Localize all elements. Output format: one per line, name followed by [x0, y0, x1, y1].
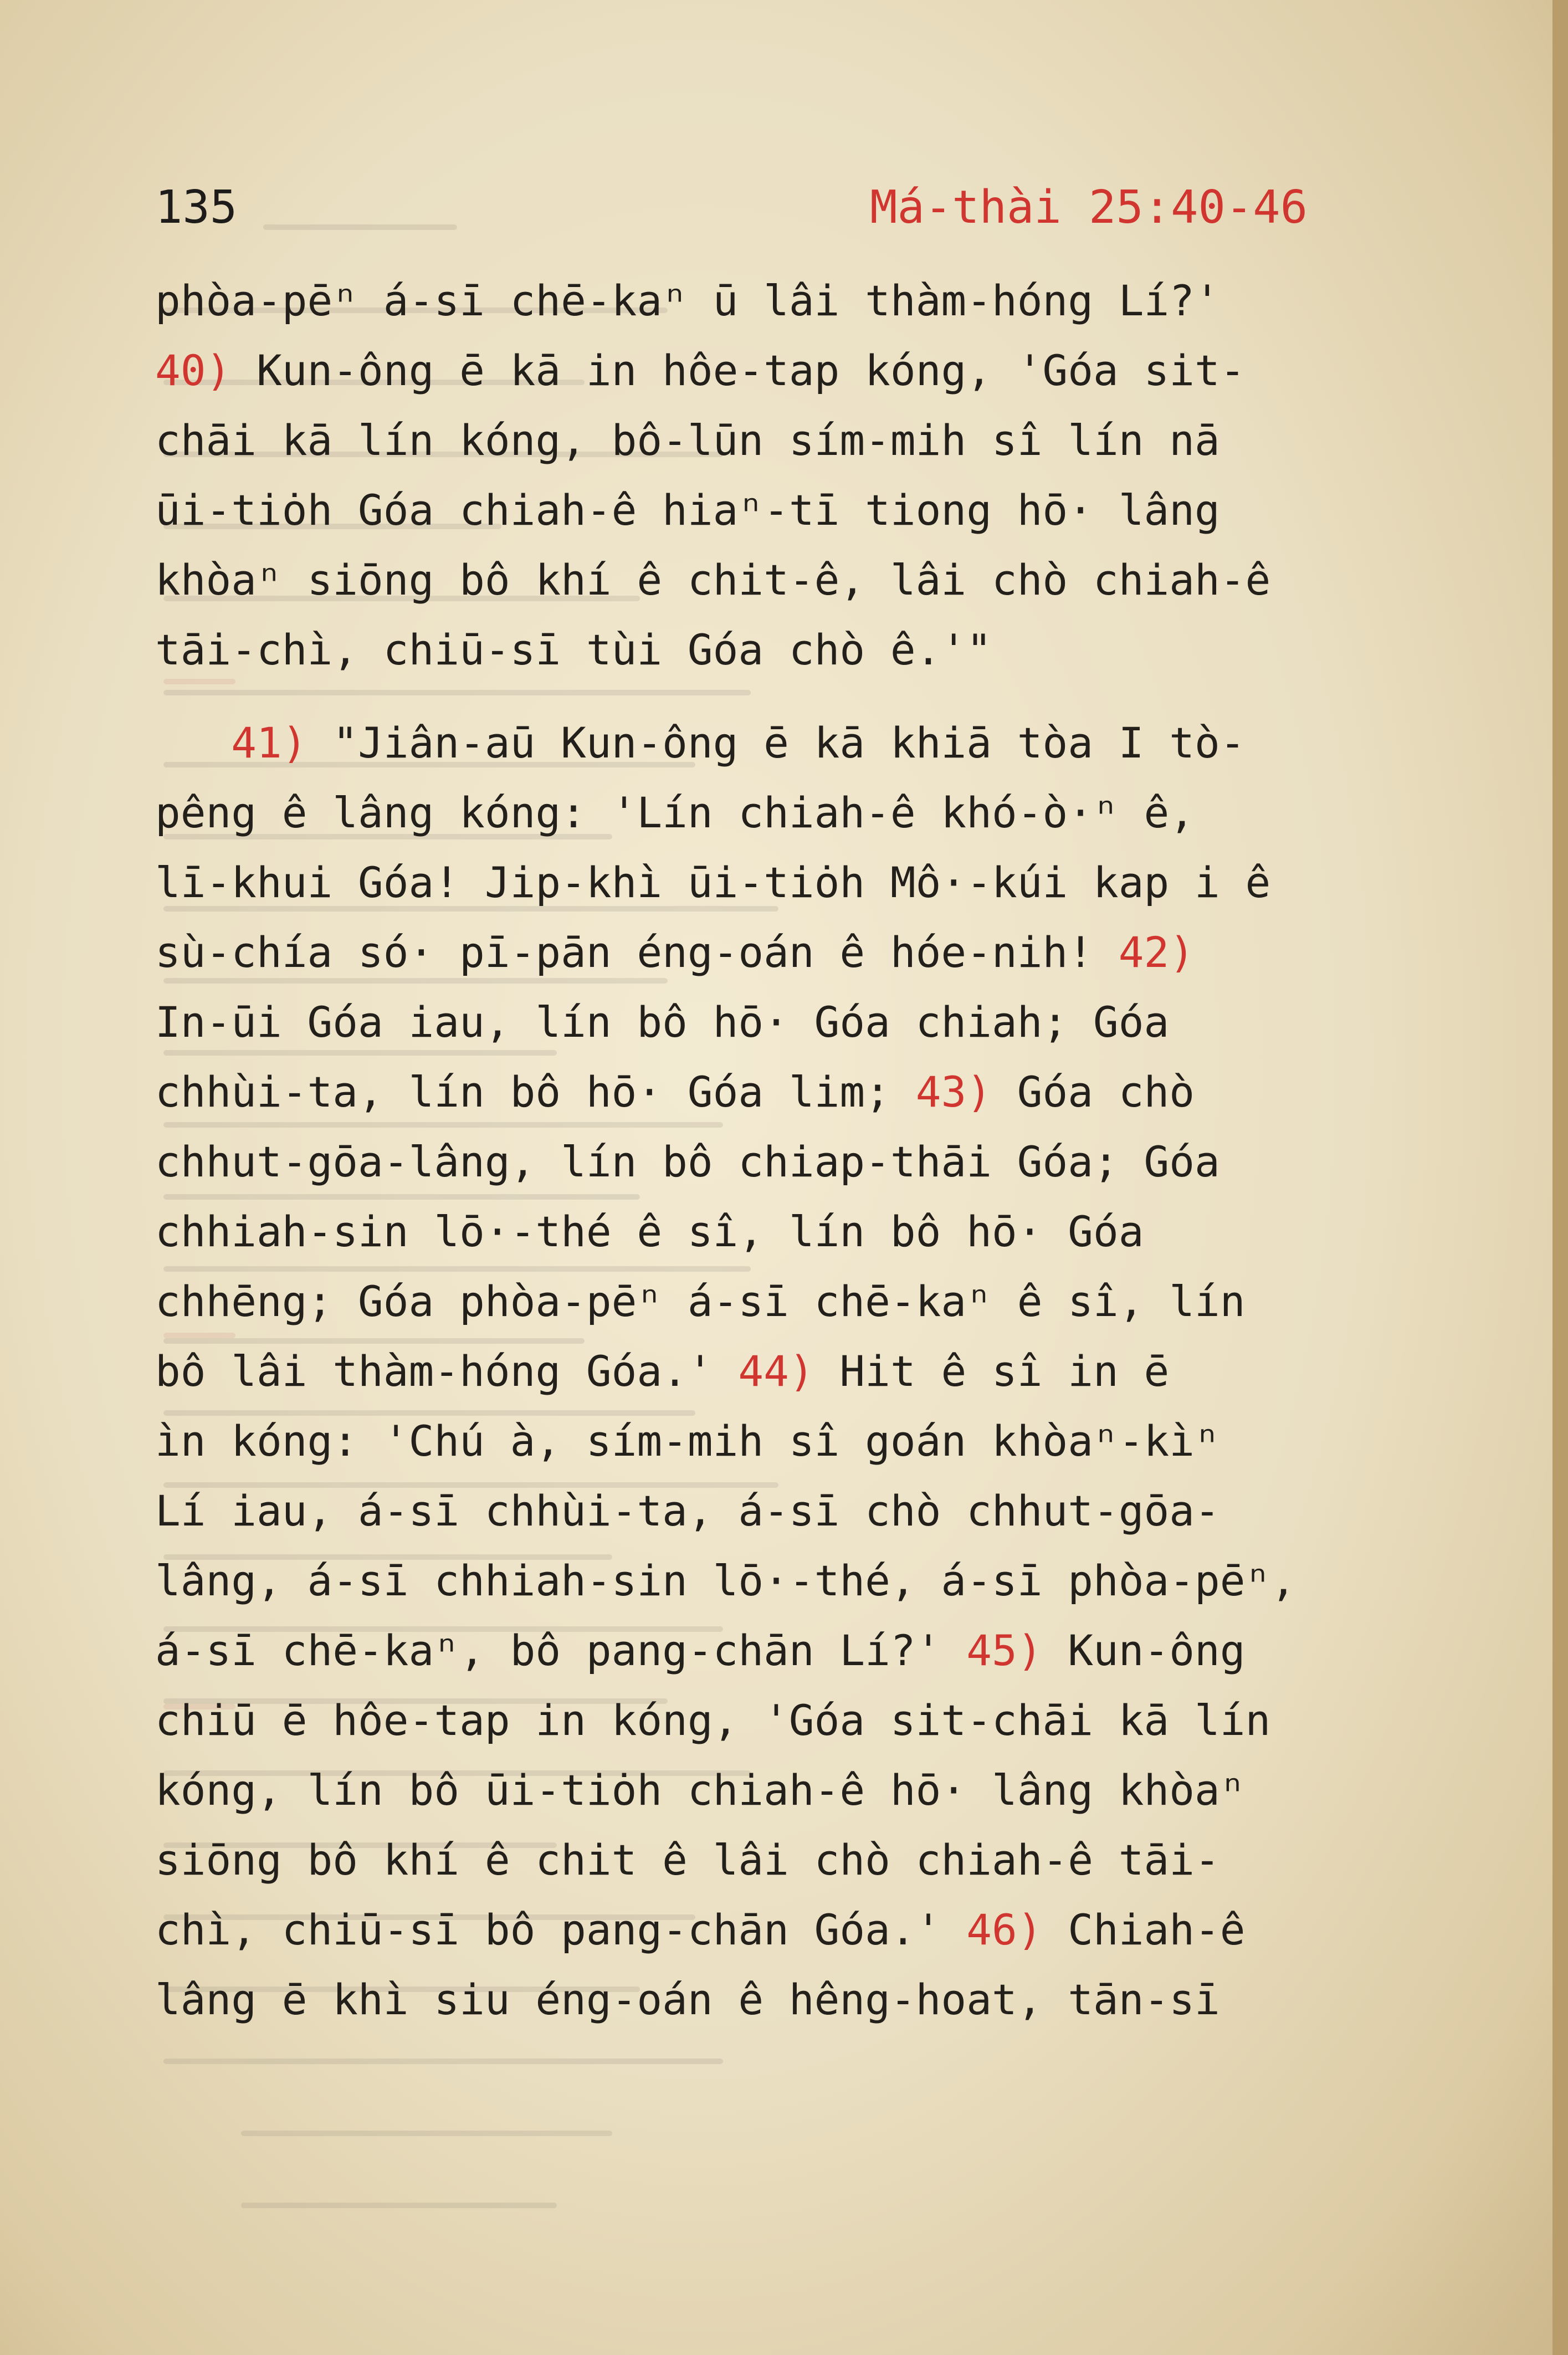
text-segment: phòa-pēⁿ á-sī chē-kaⁿ ū lâi thàm-hóng Lí?'	[155, 276, 1220, 325]
text-segment: tāi-chì, chiū-sī tùi Góa chò ê.'"	[155, 625, 992, 674]
text-line	[155, 1965, 1424, 2035]
page-header	[155, 166, 1308, 249]
text-segment: lâng ē khì siu éng-oán ê hêng-hoat, tān-sī	[155, 1975, 1220, 2024]
text-line	[155, 1197, 1424, 1267]
text-line	[155, 778, 1424, 848]
body-text	[155, 266, 1424, 2035]
text-segment: chiū ē hôe-tap in kóng, 'Góa sit-chāi kā lín	[155, 1696, 1271, 1745]
text-segment: kóng, lín bô ūi-tiȯh chiah-ê hō· lâng khòaⁿ	[155, 1765, 1246, 1815]
text-line	[155, 1127, 1424, 1197]
text-segment: pêng ê lâng kóng: 'Lín chiah-ê khó-ò·ⁿ ê,	[155, 788, 1195, 837]
text-line	[155, 1057, 1424, 1127]
text-segment: chhēng; Góa phòa-pēⁿ á-sī chē-kaⁿ ê sî, lín	[155, 1277, 1246, 1326]
text-line	[155, 1337, 1424, 1406]
text-segment: lī-khui Góa! Jip-khì ūi-tiȯh Mô·-kúi kap i ê	[155, 858, 1271, 907]
verse-number: 43)	[915, 1067, 992, 1117]
text-line	[155, 545, 1424, 615]
text-segment: chì, chiū-sī bô pang-chān Góa.'	[155, 1905, 967, 1954]
text-segment: lâng, á-sī chhiah-sin lō·-thé, á-sī phòa-pēⁿ,	[155, 1556, 1297, 1605]
text-segment: á-sī chē-kaⁿ, bô pang-chān Lí?'	[155, 1626, 967, 1675]
text-segment: chhùi-ta, lín bô hō· Góa lim;	[155, 1067, 916, 1117]
text-segment: "Jiân-aū Kun-ông ē kā khiā tòa I tò-	[307, 718, 1246, 767]
text-segment: chāi kā lín kóng, bô-lūn sím-mih sî lín nā	[155, 416, 1220, 465]
text-segment: Kun-ông ē kā in hôe-tap kóng, 'Góa sit-	[231, 346, 1246, 395]
text-segment: bô lâi thàm-hóng Góa.'	[155, 1347, 739, 1396]
running-head: Má-thài 25:40-46	[870, 181, 1308, 234]
text-segment: khòaⁿ siōng bô khí ê chit-ê, lâi chò chiah-ê	[155, 555, 1271, 605]
text-line	[155, 1476, 1424, 1546]
text-segment: Chiah-ê	[1042, 1905, 1246, 1954]
verse-number: 45)	[966, 1626, 1043, 1675]
text-line	[155, 475, 1424, 545]
text-segment: ūi-tiȯh Góa chiah-ê hiaⁿ-tī tiong hō· lâng	[155, 485, 1220, 535]
text-line	[155, 1825, 1424, 1895]
text-segment: Hit ê sî in ē	[814, 1347, 1170, 1396]
text-line	[155, 918, 1424, 987]
text-line	[155, 1267, 1424, 1337]
text-segment: In-ūi Góa iau, lín bô hō· Góa chiah; Góa	[155, 997, 1170, 1047]
text-line	[155, 1755, 1424, 1825]
text-segment: Kun-ông	[1042, 1626, 1246, 1675]
text-line	[155, 1406, 1424, 1476]
text-line	[155, 336, 1424, 406]
verse-number: 44)	[738, 1347, 814, 1396]
text-segment: chhut-gōa-lâng, lín bô chiap-thāi Góa; Góa	[155, 1137, 1220, 1186]
text-segment: siōng bô khí ê chit ê lâi chò chiah-ê tāi-	[155, 1835, 1220, 1885]
text-line	[155, 406, 1424, 475]
text-segment: chhiah-sin lō·-thé ê sî, lín bô hō· Góa	[155, 1207, 1144, 1256]
text-line	[155, 987, 1424, 1057]
text-segment: Góa chò	[991, 1067, 1195, 1117]
verse-number: 41)	[231, 718, 308, 767]
verse-number: 42)	[1118, 928, 1195, 977]
text-segment: Lí iau, á-sī chhùi-ta, á-sī chò chhut-gōa-	[155, 1486, 1220, 1535]
verse-number: 46)	[966, 1905, 1043, 1954]
text-segment: sù-chía só· pī-pān éng-oán ê hóe-nih!	[155, 928, 1119, 977]
text-segment: ìn kóng: 'Chú à, sím-mih sî goán khòaⁿ-kìⁿ	[155, 1416, 1220, 1466]
text-line	[155, 708, 1424, 778]
text-line	[155, 1686, 1424, 1755]
text-line	[155, 1546, 1424, 1616]
text-segment	[155, 718, 231, 767]
text-line	[155, 615, 1424, 685]
text-line	[155, 266, 1424, 336]
text-line	[155, 848, 1424, 918]
page-number: 135	[155, 181, 238, 234]
verse-number: 40)	[155, 346, 232, 395]
text-line	[155, 1616, 1424, 1686]
paragraph-gap	[155, 685, 1424, 708]
text-line	[155, 1895, 1424, 1965]
